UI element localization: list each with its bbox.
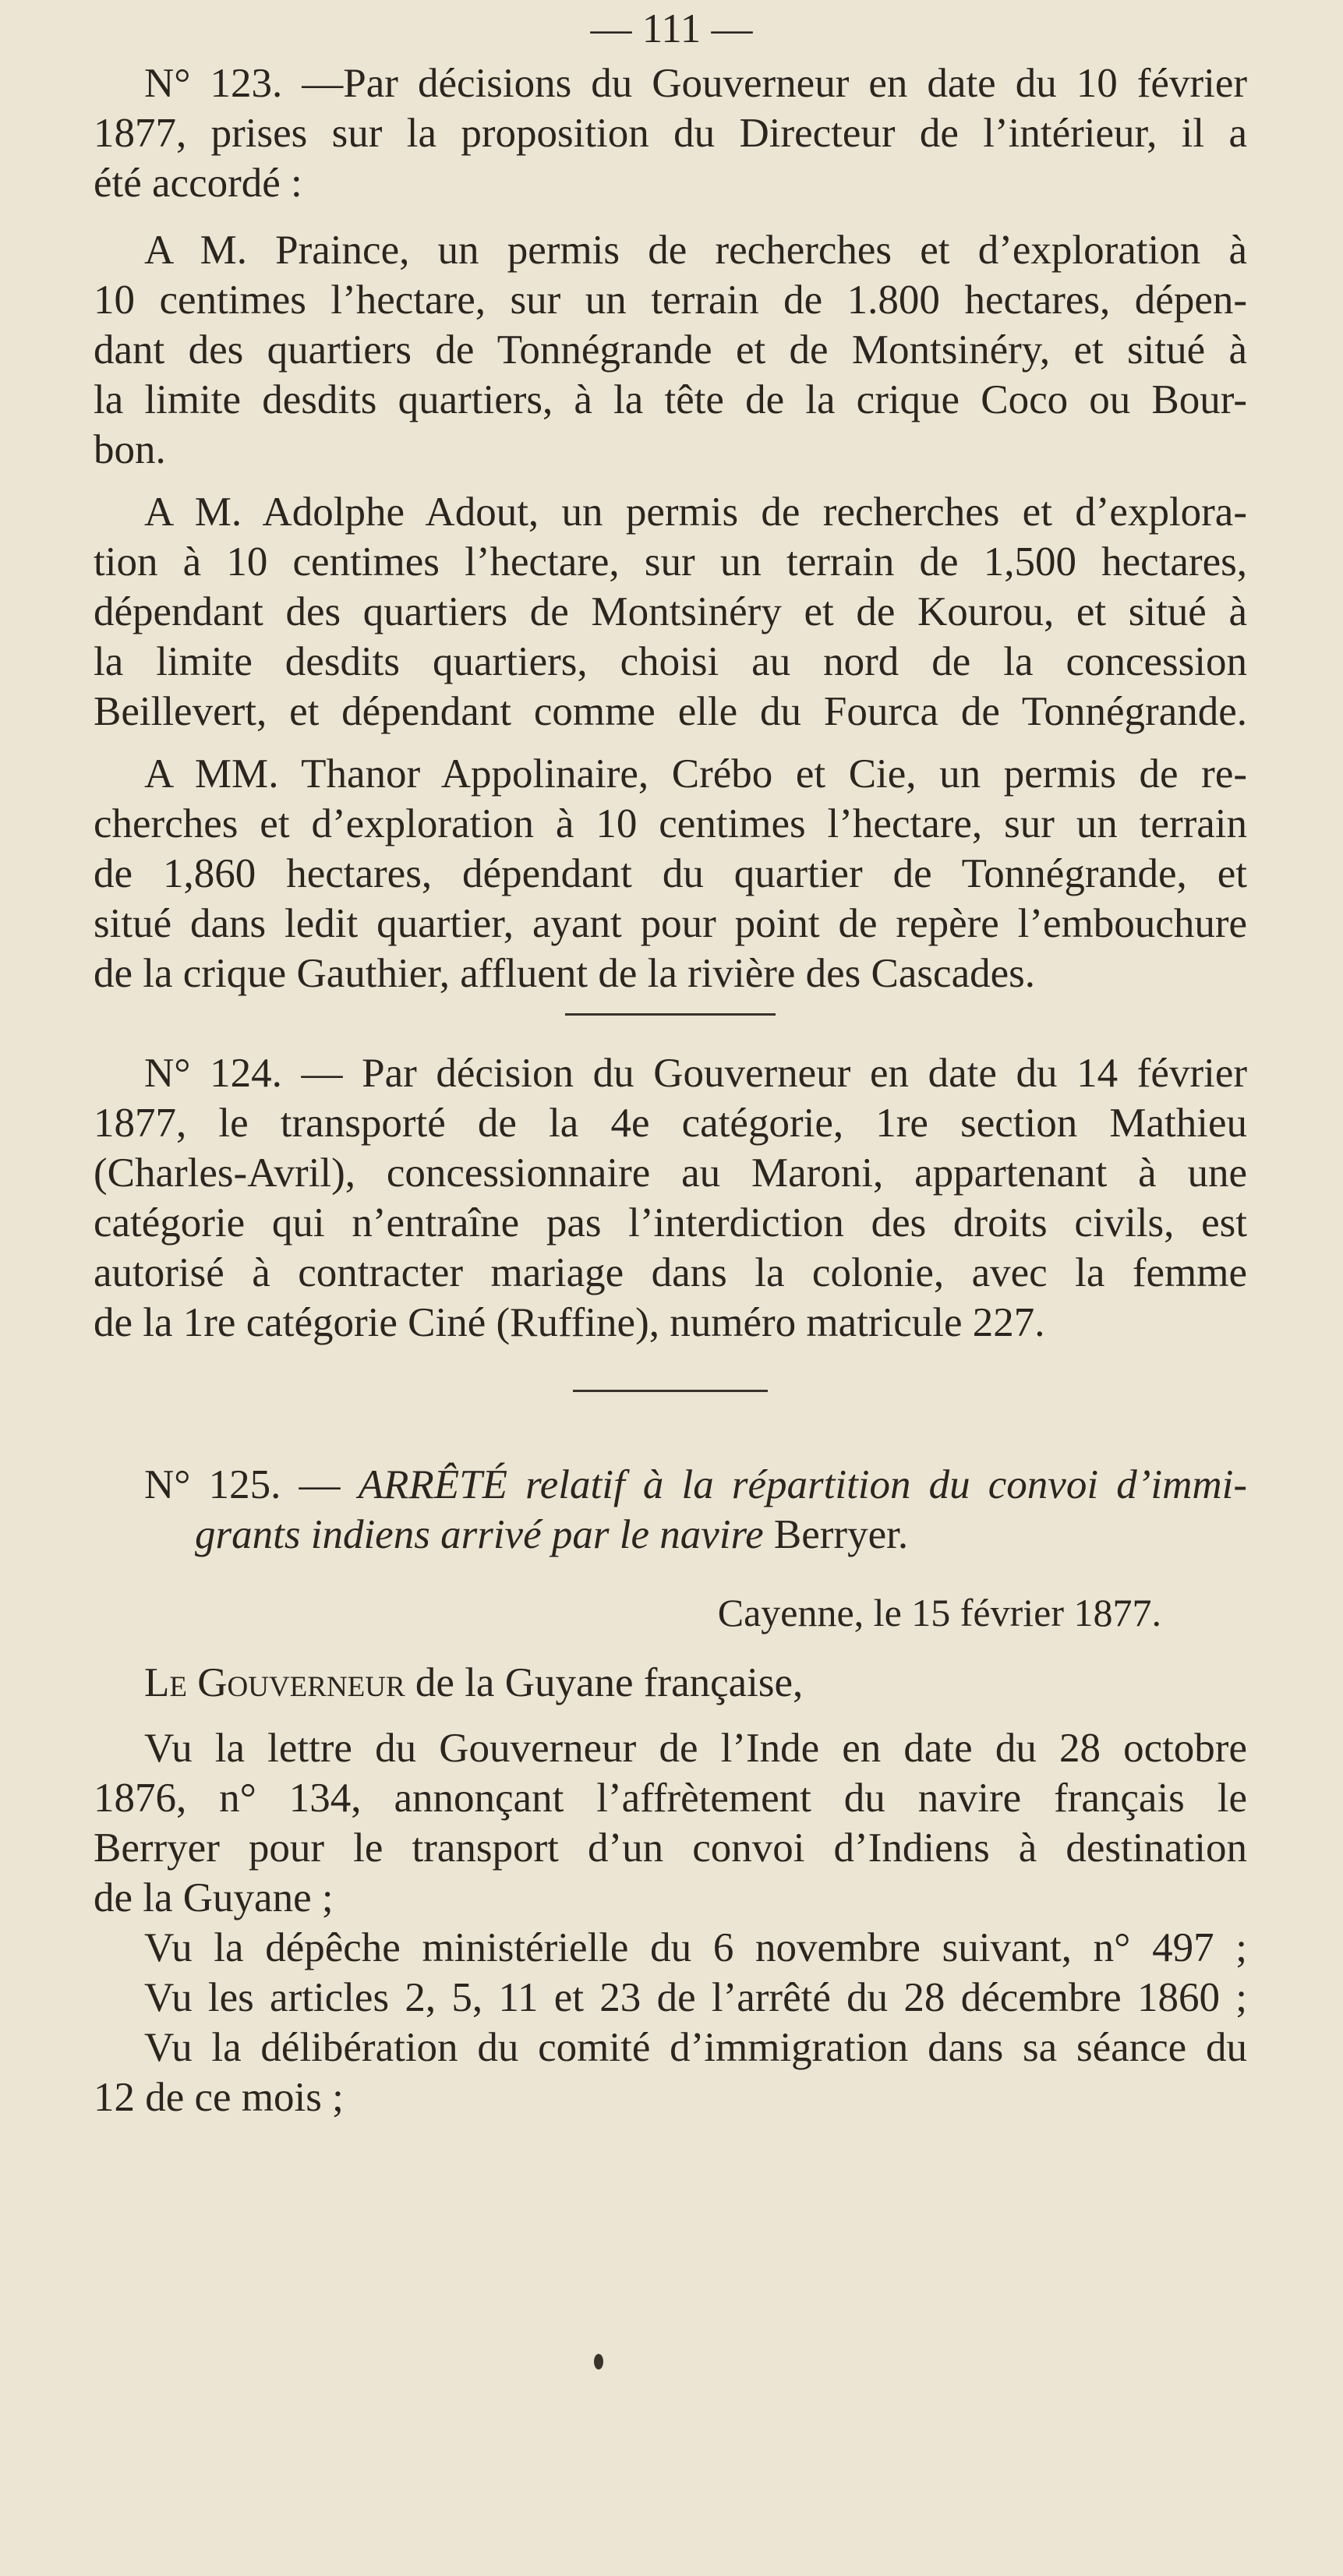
- s124-line: autorisé à contracter mariage dans la colonie, avec la femme: [94, 1250, 1247, 1295]
- s125-title: ARRÊTÉ relatif à la répartition du convoi d’immi-: [358, 1462, 1247, 1507]
- s125-line: Vu la dépêche ministérielle du 6 novembre suivant, n° 497 ;: [144, 1925, 1247, 1970]
- ship-name: Berryer.: [773, 1512, 909, 1557]
- s123-line: N° 123. —Par décisions du Gouverneur en date du 10 février: [144, 61, 1247, 106]
- s123-line: Beillevert, et dépendant comme elle du Fourca de Tonnégrande.: [94, 689, 1247, 734]
- s125-title-line: [144, 1460, 1247, 1510]
- s123-line: tion à 10 centimes l’hectare, sur un terrain de 1,500 hectares,: [94, 539, 1247, 585]
- s124-line: (Charles-Avril), concessionnaire au Maroni, appartenant à une: [94, 1150, 1247, 1196]
- s123-line: de la crique Gauthier, affluent de la rivière des Cascades.: [94, 951, 1036, 996]
- s123-line: la limite desdits quartiers, choisi au nord de la concession: [94, 639, 1247, 684]
- s125-line: Vu les articles 2, 5, 11 et 23 de l’arrêté du 28 décembre 1860 ;: [144, 1975, 1247, 2020]
- s123-line: 10 centimes l’hectare, sur un terrain de 1.800 hectares, dépen-: [94, 277, 1247, 323]
- s125-line: 1876, n° 134, annonçant l’affrètement du navire français le: [94, 1776, 1247, 1821]
- s124-line: de la 1re catégorie Ciné (Ruffine), numéro matricule 227.: [94, 1300, 1045, 1345]
- s123-line: A MM. Thanor Appolinaire, Crébo et Cie, un permis de re-: [144, 751, 1247, 797]
- ink-spot: [594, 2354, 603, 2369]
- governor-heading-rest: de la Guyane française,: [415, 1660, 804, 1705]
- page-number: — 111 —: [590, 6, 753, 51]
- s123-line: cherches et d’exploration à 10 centimes l’hectare, sur un terrain: [94, 801, 1247, 846]
- s124-line: 1877, le transporté de la 4e catégorie, 1re section Mathieu: [94, 1101, 1247, 1146]
- s123-line: été accordé :: [94, 161, 302, 206]
- s125-line: Berryer pour le transport d’un convoi d’Indiens à destination: [94, 1825, 1247, 1871]
- section-divider: [573, 1390, 768, 1392]
- s123-line: la limite desdits quartiers, à la tête de la crique Coco ou Bour-: [94, 377, 1247, 422]
- s125-line: Vu la délibération du comité d’immigration dans sa séance du: [144, 2025, 1247, 2070]
- place-date: Cayenne, le 15 février 1877.: [717, 1591, 1161, 1634]
- governor-title: Le Gouverneur: [144, 1660, 405, 1705]
- s125-line: 12 de ce mois ;: [94, 2075, 344, 2120]
- s125-line: de la Guyane ;: [94, 1875, 334, 1921]
- s123-line: situé dans ledit quartier, ayant pour point de repère l’embouchure: [94, 901, 1247, 946]
- section-divider: [565, 1013, 776, 1016]
- s123-line: A M. Adolphe Adout, un permis de recherches et d’explora-: [144, 489, 1247, 535]
- s125-number: N° 125. —: [144, 1462, 341, 1507]
- s123-line: 1877, prises sur la proposition du Directeur de l’intérieur, il a: [94, 111, 1247, 156]
- s123-line: A M. Praince, un permis de recherches et d’exploration à: [144, 228, 1247, 273]
- s125-title: grants indiens arrivé par le navire: [195, 1512, 764, 1557]
- governor-heading: [144, 1658, 1247, 1708]
- s124-line: catégorie qui n’entraîne pas l’interdiction des droits civils, est: [94, 1200, 1247, 1246]
- s125-line: Vu la lettre du Gouverneur de l’Inde en date du 28 octobre: [144, 1726, 1247, 1771]
- s125-title-line: [195, 1510, 1247, 1560]
- s123-line: de 1,860 hectares, dépendant du quartier de Tonnégrande, et: [94, 851, 1247, 896]
- s123-line: dant des quartiers de Tonnégrande et de Montsinéry, et situé à: [94, 327, 1247, 373]
- s124-line: N° 124. — Par décision du Gouverneur en date du 14 février: [144, 1051, 1247, 1096]
- s123-line: bon.: [94, 427, 166, 472]
- s123-line: dépendant des quartiers de Montsinéry et de Kourou, et situé à: [94, 589, 1247, 634]
